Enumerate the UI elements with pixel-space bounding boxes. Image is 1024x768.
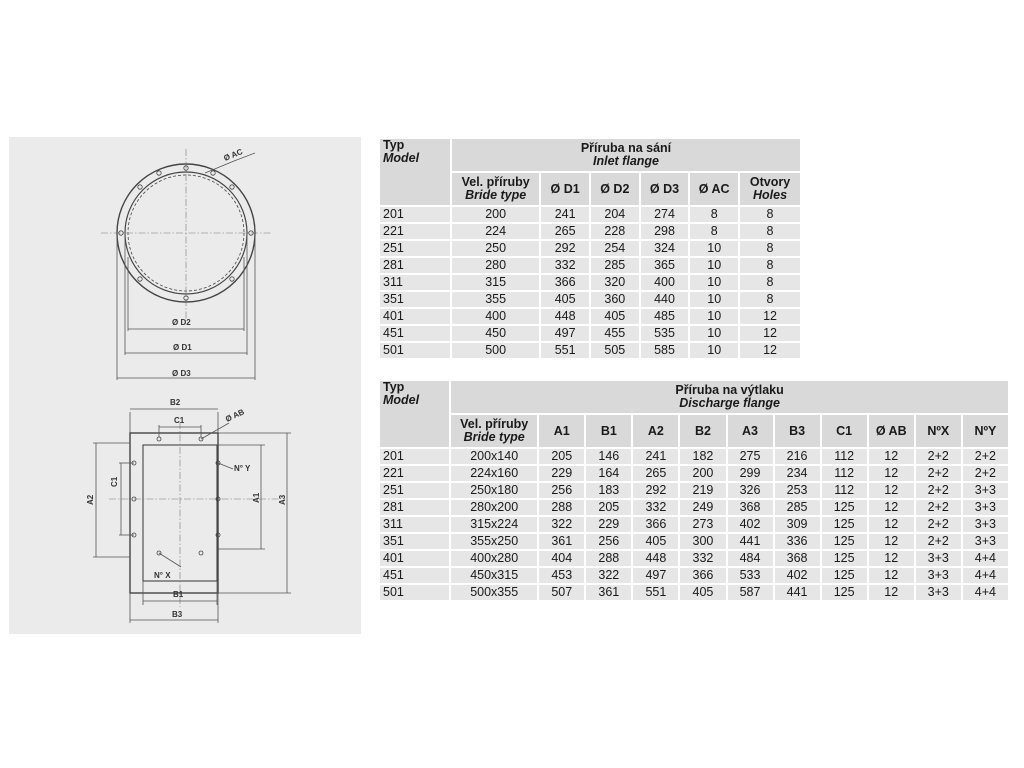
model-cell: 281 bbox=[380, 500, 449, 515]
col-bride-header bbox=[452, 173, 539, 205]
value-cell: 484 bbox=[728, 551, 773, 566]
value-cell: 2+2 bbox=[963, 449, 1008, 464]
value-cell: 280 bbox=[452, 258, 539, 273]
value-cell: 2+2 bbox=[916, 466, 961, 481]
model-cell: 281 bbox=[380, 258, 450, 273]
col-bride-label-en: Bride type bbox=[463, 430, 525, 444]
col-d1-header: Ø D1 bbox=[541, 173, 589, 205]
value-cell: 8 bbox=[740, 207, 800, 222]
value-cell: 324 bbox=[641, 241, 689, 256]
b1-label: B1 bbox=[173, 590, 184, 599]
ab-diameter-label: Ø AB bbox=[224, 407, 246, 424]
col-ny-header: NºY bbox=[963, 415, 1008, 447]
value-cell: 12 bbox=[740, 343, 800, 358]
value-cell: 300 bbox=[680, 534, 725, 549]
value-cell: 368 bbox=[775, 551, 820, 566]
value-cell: 2+2 bbox=[916, 449, 961, 464]
value-cell: 280x200 bbox=[451, 500, 537, 515]
value-cell: 450x315 bbox=[451, 568, 537, 583]
col-holes-label-en: Holes bbox=[753, 188, 788, 202]
value-cell: 10 bbox=[690, 343, 738, 358]
d2-diameter-label: Ø D2 bbox=[172, 318, 191, 327]
value-cell: 12 bbox=[869, 483, 914, 498]
value-cell: 355x250 bbox=[451, 534, 537, 549]
table-row bbox=[380, 551, 1008, 566]
value-cell: 274 bbox=[641, 207, 689, 222]
value-cell: 125 bbox=[822, 568, 867, 583]
value-cell: 3+3 bbox=[963, 500, 1008, 515]
value-cell: 497 bbox=[633, 568, 678, 583]
inlet-group-header bbox=[452, 139, 800, 171]
col-ab-header: Ø AB bbox=[869, 415, 914, 447]
discharge-group-title: Příruba na výtlaku bbox=[675, 383, 784, 397]
col-bride-label: Vel. příruby bbox=[461, 175, 530, 189]
inlet-table-body bbox=[380, 207, 800, 358]
discharge-flange-table bbox=[378, 379, 1010, 602]
table-row bbox=[380, 449, 1008, 464]
value-cell: 253 bbox=[775, 483, 820, 498]
value-cell: 112 bbox=[822, 466, 867, 481]
d1-diameter-label: Ø D1 bbox=[173, 343, 192, 352]
value-cell: 10 bbox=[690, 309, 738, 324]
value-cell: 455 bbox=[591, 326, 639, 341]
value-cell: 8 bbox=[690, 207, 738, 222]
value-cell: 229 bbox=[586, 517, 631, 532]
value-cell: 361 bbox=[539, 534, 584, 549]
value-cell: 182 bbox=[680, 449, 725, 464]
value-cell: 265 bbox=[541, 224, 589, 239]
value-cell: 3+3 bbox=[963, 517, 1008, 532]
value-cell: 453 bbox=[539, 568, 584, 583]
value-cell: 288 bbox=[539, 500, 584, 515]
table-row bbox=[380, 585, 1008, 600]
value-cell: 448 bbox=[633, 551, 678, 566]
value-cell: 441 bbox=[728, 534, 773, 549]
value-cell: 256 bbox=[539, 483, 584, 498]
value-cell: 2+2 bbox=[916, 500, 961, 515]
ac-diameter-label: Ø AC bbox=[222, 147, 245, 163]
rectangular-flange-drawing bbox=[86, 398, 291, 623]
model-header bbox=[380, 139, 450, 205]
table-row bbox=[380, 309, 800, 324]
value-cell: 322 bbox=[539, 517, 584, 532]
value-cell: 265 bbox=[633, 466, 678, 481]
value-cell: 368 bbox=[728, 500, 773, 515]
value-cell: 292 bbox=[541, 241, 589, 256]
value-cell: 2+2 bbox=[916, 483, 961, 498]
value-cell: 125 bbox=[822, 517, 867, 532]
value-cell: 112 bbox=[822, 449, 867, 464]
model-cell: 351 bbox=[380, 292, 450, 307]
value-cell: 10 bbox=[690, 292, 738, 307]
col-b1-header: B1 bbox=[586, 415, 631, 447]
value-cell: 12 bbox=[869, 585, 914, 600]
value-cell: 10 bbox=[690, 258, 738, 273]
value-cell: 405 bbox=[541, 292, 589, 307]
value-cell: 355 bbox=[452, 292, 539, 307]
value-cell: 450 bbox=[452, 326, 539, 341]
value-cell: 320 bbox=[591, 275, 639, 290]
model-cell: 451 bbox=[380, 326, 450, 341]
value-cell: 146 bbox=[586, 449, 631, 464]
model-header bbox=[380, 381, 449, 447]
value-cell: 256 bbox=[586, 534, 631, 549]
model-cell: 311 bbox=[380, 275, 450, 290]
value-cell: 440 bbox=[641, 292, 689, 307]
value-cell: 125 bbox=[822, 534, 867, 549]
table-row bbox=[380, 343, 800, 358]
value-cell: 360 bbox=[591, 292, 639, 307]
value-cell: 404 bbox=[539, 551, 584, 566]
discharge-table-body bbox=[380, 449, 1008, 600]
value-cell: 500x355 bbox=[451, 585, 537, 600]
value-cell: 400 bbox=[452, 309, 539, 324]
value-cell: 288 bbox=[586, 551, 631, 566]
value-cell: 224 bbox=[452, 224, 539, 239]
model-cell: 221 bbox=[380, 466, 449, 481]
value-cell: 361 bbox=[586, 585, 631, 600]
value-cell: 3+3 bbox=[963, 534, 1008, 549]
value-cell: 587 bbox=[728, 585, 773, 600]
value-cell: 216 bbox=[775, 449, 820, 464]
value-cell: 4+4 bbox=[963, 568, 1008, 583]
value-cell: 8 bbox=[740, 241, 800, 256]
value-cell: 336 bbox=[775, 534, 820, 549]
value-cell: 224x160 bbox=[451, 466, 537, 481]
table-row bbox=[380, 483, 1008, 498]
a2-label: A2 bbox=[86, 494, 95, 505]
model-cell: 251 bbox=[380, 241, 450, 256]
col-b3-header: B3 bbox=[775, 415, 820, 447]
flange-drawings bbox=[9, 137, 361, 634]
value-cell: 10 bbox=[690, 326, 738, 341]
value-cell: 2+2 bbox=[916, 534, 961, 549]
a3-label: A3 bbox=[278, 494, 287, 505]
table-row bbox=[380, 258, 800, 273]
model-cell: 221 bbox=[380, 224, 450, 239]
value-cell: 12 bbox=[740, 309, 800, 324]
inlet-group-title: Příruba na sání bbox=[580, 141, 672, 155]
discharge-group-header bbox=[451, 381, 1008, 413]
c1-top-label: C1 bbox=[174, 416, 185, 425]
value-cell: 241 bbox=[541, 207, 589, 222]
inlet-group-title-en: Inlet flange bbox=[593, 154, 659, 168]
value-cell: 4+4 bbox=[963, 551, 1008, 566]
value-cell: 219 bbox=[680, 483, 725, 498]
value-cell: 10 bbox=[690, 275, 738, 290]
b2-label: B2 bbox=[170, 398, 181, 407]
value-cell: 400x280 bbox=[451, 551, 537, 566]
col-a1-header: A1 bbox=[539, 415, 584, 447]
value-cell: 505 bbox=[591, 343, 639, 358]
value-cell: 535 bbox=[641, 326, 689, 341]
value-cell: 533 bbox=[728, 568, 773, 583]
col-holes-label: Otvory bbox=[749, 175, 791, 189]
value-cell: 275 bbox=[728, 449, 773, 464]
model-label-en: Model bbox=[383, 151, 420, 165]
discharge-group-title-en: Discharge flange bbox=[679, 396, 780, 410]
value-cell: 205 bbox=[586, 500, 631, 515]
model-cell: 201 bbox=[380, 207, 450, 222]
technical-drawing-panel bbox=[9, 137, 361, 634]
col-ac-header: Ø AC bbox=[690, 173, 738, 205]
value-cell: 402 bbox=[728, 517, 773, 532]
table-row bbox=[380, 466, 1008, 481]
inlet-flange-table bbox=[378, 137, 802, 360]
value-cell: 200x140 bbox=[451, 449, 537, 464]
value-cell: 241 bbox=[633, 449, 678, 464]
table-row bbox=[380, 275, 800, 290]
value-cell: 405 bbox=[591, 309, 639, 324]
value-cell: 3+3 bbox=[963, 483, 1008, 498]
model-cell: 351 bbox=[380, 534, 449, 549]
value-cell: 326 bbox=[728, 483, 773, 498]
value-cell: 322 bbox=[586, 568, 631, 583]
value-cell: 273 bbox=[680, 517, 725, 532]
value-cell: 205 bbox=[539, 449, 584, 464]
value-cell: 125 bbox=[822, 585, 867, 600]
value-cell: 4+4 bbox=[963, 585, 1008, 600]
value-cell: 366 bbox=[541, 275, 589, 290]
table-row bbox=[380, 534, 1008, 549]
value-cell: 2+2 bbox=[963, 466, 1008, 481]
value-cell: 12 bbox=[869, 500, 914, 515]
value-cell: 497 bbox=[541, 326, 589, 341]
value-cell: 3+3 bbox=[916, 551, 961, 566]
col-c1-header: C1 bbox=[822, 415, 867, 447]
rect-bolt-holes bbox=[132, 437, 220, 555]
value-cell: 12 bbox=[869, 568, 914, 583]
value-cell: 229 bbox=[539, 466, 584, 481]
model-label: Typ bbox=[383, 138, 405, 152]
value-cell: 10 bbox=[690, 241, 738, 256]
value-cell: 8 bbox=[740, 292, 800, 307]
value-cell: 249 bbox=[680, 500, 725, 515]
value-cell: 254 bbox=[591, 241, 639, 256]
table-row bbox=[380, 500, 1008, 515]
d3-diameter-label: Ø D3 bbox=[172, 369, 191, 378]
table-row bbox=[380, 326, 800, 341]
value-cell: 12 bbox=[869, 534, 914, 549]
table-row bbox=[380, 517, 1008, 532]
value-cell: 204 bbox=[591, 207, 639, 222]
col-holes-header bbox=[740, 173, 800, 205]
model-cell: 501 bbox=[380, 343, 450, 358]
c1-side-label: C1 bbox=[110, 476, 119, 487]
value-cell: 585 bbox=[641, 343, 689, 358]
model-cell: 451 bbox=[380, 568, 449, 583]
model-cell: 311 bbox=[380, 517, 449, 532]
value-cell: 551 bbox=[633, 585, 678, 600]
value-cell: 309 bbox=[775, 517, 820, 532]
value-cell: 405 bbox=[680, 585, 725, 600]
col-nx-header: NºX bbox=[916, 415, 961, 447]
value-cell: 164 bbox=[586, 466, 631, 481]
value-cell: 332 bbox=[541, 258, 589, 273]
nx-label: N° X bbox=[154, 571, 171, 580]
model-label: Typ bbox=[383, 380, 405, 394]
value-cell: 8 bbox=[690, 224, 738, 239]
value-cell: 285 bbox=[775, 500, 820, 515]
value-cell: 12 bbox=[869, 517, 914, 532]
value-cell: 298 bbox=[641, 224, 689, 239]
col-a3-header: A3 bbox=[728, 415, 773, 447]
value-cell: 402 bbox=[775, 568, 820, 583]
col-a2-header: A2 bbox=[633, 415, 678, 447]
value-cell: 441 bbox=[775, 585, 820, 600]
value-cell: 183 bbox=[586, 483, 631, 498]
model-cell: 251 bbox=[380, 483, 449, 498]
value-cell: 507 bbox=[539, 585, 584, 600]
model-cell: 201 bbox=[380, 449, 449, 464]
value-cell: 3+3 bbox=[916, 568, 961, 583]
value-cell: 200 bbox=[452, 207, 539, 222]
table-row bbox=[380, 207, 800, 222]
table-row bbox=[380, 241, 800, 256]
table-row bbox=[380, 568, 1008, 583]
value-cell: 125 bbox=[822, 500, 867, 515]
col-d3-header: Ø D3 bbox=[641, 173, 689, 205]
value-cell: 315x224 bbox=[451, 517, 537, 532]
value-cell: 125 bbox=[822, 551, 867, 566]
value-cell: 400 bbox=[641, 275, 689, 290]
value-cell: 315 bbox=[452, 275, 539, 290]
ny-label: N° Y bbox=[234, 464, 251, 473]
col-b2-header: B2 bbox=[680, 415, 725, 447]
col-bride-label-en: Bride type bbox=[465, 188, 527, 202]
value-cell: 551 bbox=[541, 343, 589, 358]
value-cell: 405 bbox=[633, 534, 678, 549]
a1-label: A1 bbox=[252, 492, 261, 503]
value-cell: 200 bbox=[680, 466, 725, 481]
value-cell: 299 bbox=[728, 466, 773, 481]
b3-label: B3 bbox=[172, 610, 183, 619]
value-cell: 332 bbox=[633, 500, 678, 515]
value-cell: 366 bbox=[680, 568, 725, 583]
model-cell: 401 bbox=[380, 551, 449, 566]
value-cell: 12 bbox=[869, 466, 914, 481]
value-cell: 485 bbox=[641, 309, 689, 324]
model-label-en: Model bbox=[383, 393, 420, 407]
value-cell: 8 bbox=[740, 258, 800, 273]
value-cell: 8 bbox=[740, 275, 800, 290]
value-cell: 500 bbox=[452, 343, 539, 358]
model-cell: 501 bbox=[380, 585, 449, 600]
table-row bbox=[380, 292, 800, 307]
value-cell: 8 bbox=[740, 224, 800, 239]
value-cell: 12 bbox=[869, 449, 914, 464]
table-row bbox=[380, 224, 800, 239]
model-cell: 401 bbox=[380, 309, 450, 324]
value-cell: 234 bbox=[775, 466, 820, 481]
value-cell: 12 bbox=[740, 326, 800, 341]
circular-flange-drawing bbox=[101, 147, 271, 380]
value-cell: 3+3 bbox=[916, 585, 961, 600]
value-cell: 12 bbox=[869, 551, 914, 566]
value-cell: 448 bbox=[541, 309, 589, 324]
value-cell: 250x180 bbox=[451, 483, 537, 498]
value-cell: 285 bbox=[591, 258, 639, 273]
value-cell: 366 bbox=[633, 517, 678, 532]
value-cell: 332 bbox=[680, 551, 725, 566]
value-cell: 2+2 bbox=[916, 517, 961, 532]
value-cell: 112 bbox=[822, 483, 867, 498]
value-cell: 250 bbox=[452, 241, 539, 256]
value-cell: 365 bbox=[641, 258, 689, 273]
col-bride-label: Vel. příruby bbox=[460, 417, 529, 431]
value-cell: 292 bbox=[633, 483, 678, 498]
col-bride-header bbox=[451, 415, 537, 447]
value-cell: 228 bbox=[591, 224, 639, 239]
col-d2-header: Ø D2 bbox=[591, 173, 639, 205]
